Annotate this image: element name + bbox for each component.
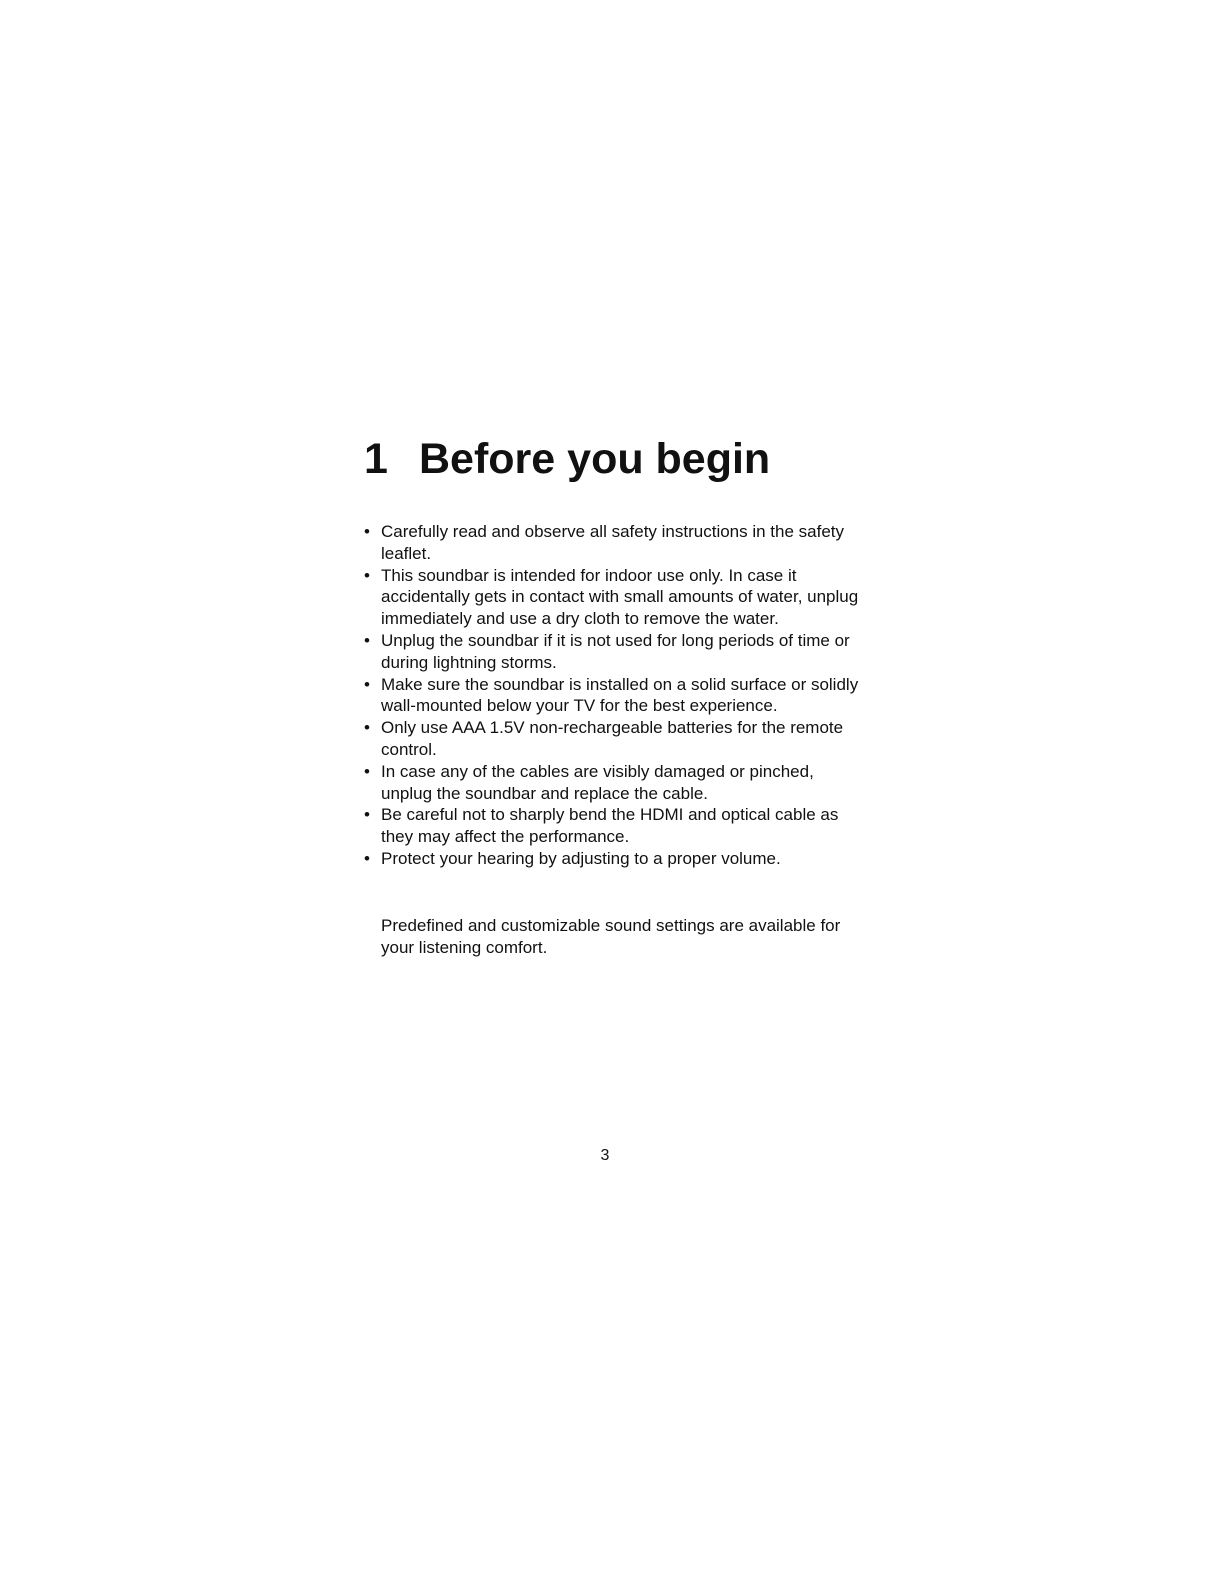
chapter-title: Before you begin [419,435,771,483]
safety-instructions-list [364,521,864,870]
list-item: • In case any of the cables are visibly damaged or pinched, unplug the soundbar and replace the cable. [364,761,864,805]
list-item: • Protect your hearing by adjusting to a proper volume. [364,848,864,870]
list-item: • Only use AAA 1.5V non-rechargeable batteries for the remote control. [364,717,864,761]
chapter-number: 1 [364,435,388,483]
sound-settings-note: Predefined and customizable sound settings are available for your listening comfort. [381,916,841,957]
chapter-heading [364,430,770,488]
list-item: • Unplug the soundbar if it is not used for long periods of time or during lightning storms. [364,630,864,674]
list-item: • This soundbar is intended for indoor use only. In case it accidentally gets in contact with small amounts of water, unplug immediately and use a dry cloth to remove the water. [364,565,864,630]
list-item: • Carefully read and observe all safety instructions in the safety leaflet. [364,521,864,565]
page-number: 3 [600,1147,610,1164]
list-item: • Make sure the soundbar is installed on a solid surface or solidly wall-mounted below your TV for the best experience. [364,674,864,718]
list-item: • Be careful not to sharply bend the HDMI and optical cable as they may affect the performance. [364,804,864,848]
